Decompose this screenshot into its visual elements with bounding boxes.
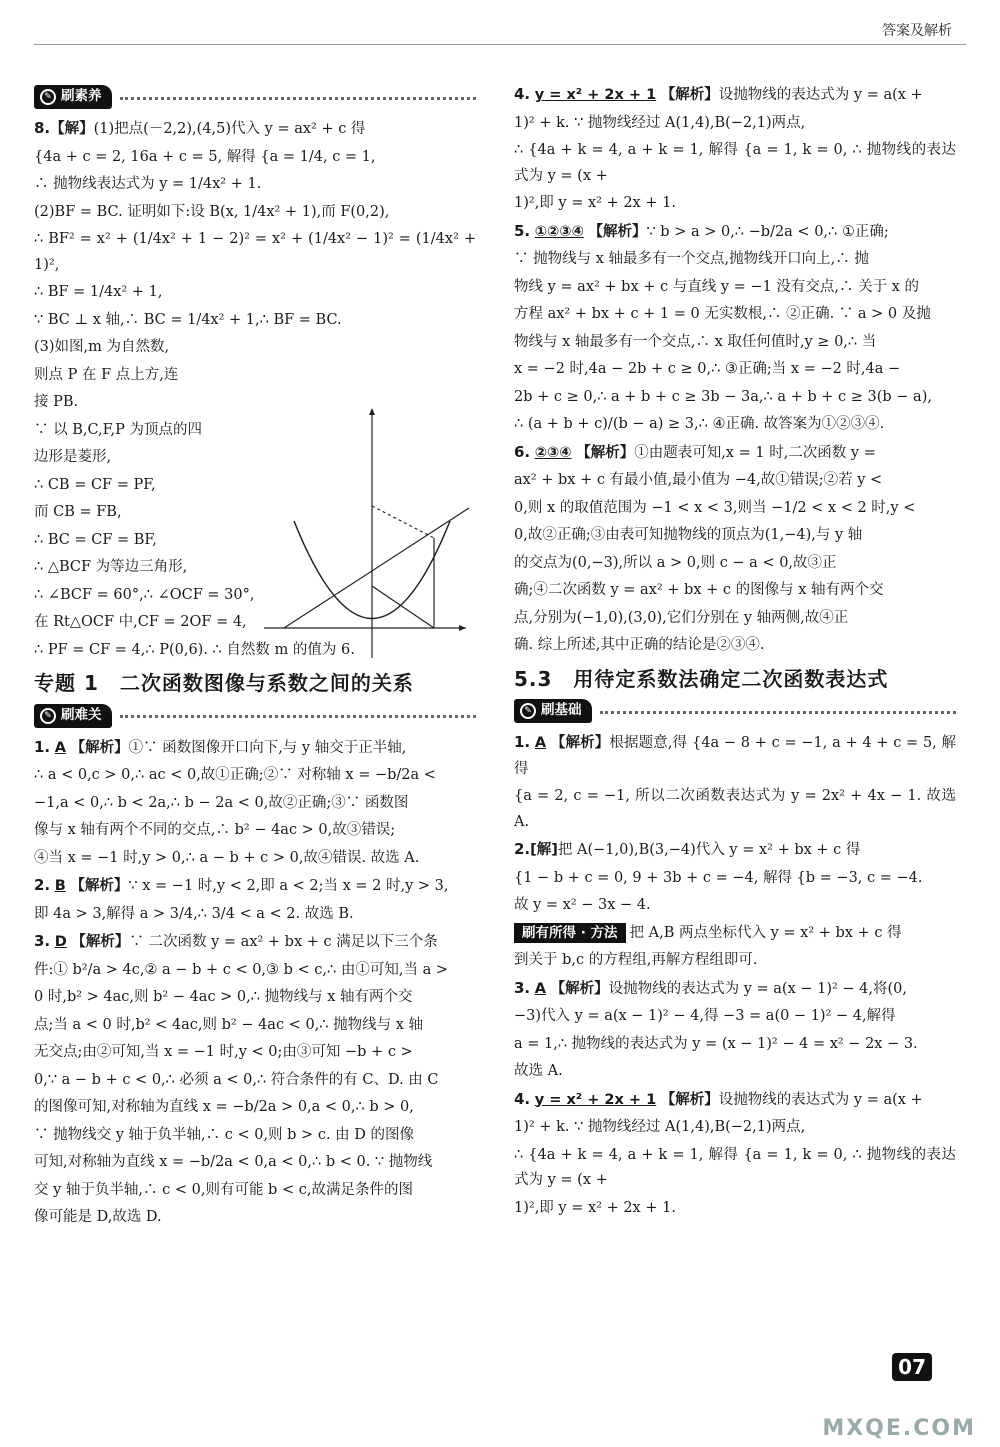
line-ab	[284, 508, 469, 628]
q6-line-6: 确;④二次函数 y = ax² + bx + c 的图像与 x 轴有两个交	[514, 582, 884, 598]
q8-line-16: ∴ △BCF 为等边三角形,	[34, 559, 188, 575]
question-tag: 【解析】	[660, 1091, 719, 1108]
q5-line-7: 2b + c ≥ 0,∴ a + b + c ≥ 3b − 3a,∴ a + b + c ≥ 3(b − a),	[514, 388, 932, 405]
banner-label: 刷基础	[541, 702, 582, 719]
segment-pb	[372, 506, 434, 538]
question-5	[514, 219, 956, 438]
q6-line-4: 0,故②正确;③由表可知抛物线的顶点为(1,−4),与 y 轴	[514, 527, 863, 543]
q4-line-4: 1)²,即 y = x² + 2x + 1.	[514, 195, 676, 211]
b4-line-2: 1)² + k. ∵ 抛物线经过 A(1,4),B(−2,1)两点,	[514, 1119, 806, 1135]
question-number: 2.	[514, 840, 531, 858]
question-2	[34, 873, 476, 927]
question-tag: 【解析】	[660, 87, 719, 103]
basic-question-1	[514, 730, 956, 835]
question-tag: 【解】	[50, 121, 94, 137]
q8-line-17: ∴ ∠BCF = 60°,∴ ∠OCF = 30°,	[34, 586, 255, 603]
q8-line-1: (1)把点(－2,2),(4,5)代入 y = ax² + c 得	[93, 121, 366, 137]
dotted-divider	[120, 97, 477, 100]
q6-line-5: 的交点为(0,−3),所以 a > 0,则 c − a < 0,故③正	[514, 554, 837, 571]
watermark: MXQE.COM	[822, 1416, 976, 1441]
q5-line-5: 物线与 x 轴最多有一个交点,∴ x 取任何值时,y ≥ 0,∴ 当	[514, 333, 877, 350]
q2-line-1: ∵ x = −1 时,y < 2,即 a < 2;当 x = 2 时,y > 3,	[128, 878, 449, 894]
q4-line-1: 设抛物线的表达式为 y = a(x +	[718, 87, 923, 103]
b2-line-1: 把 A(−1,0),B(3,−4)代入 y = x² + bx + c 得	[557, 842, 861, 858]
q6-line-1: ①由题表可知,x = 1 时,二次函数 y =	[634, 444, 876, 461]
question-1	[34, 735, 476, 872]
question-number: 1.	[514, 733, 531, 751]
q1-line-5: ④当 x = −1 时,y > 0,∴ a − b + c > 0,故④错误. 故选 A.	[34, 849, 420, 866]
q3-line-2: 件:① b²/a > 4c,② a − b + c < 0,③ b < c,∴ 由①可知,当 a >	[34, 961, 448, 978]
q3-line-1: ∵ 二次函数 y = ax² + bx + c 满足以下三个条	[129, 934, 438, 950]
question-tag: 【解析】	[550, 735, 610, 751]
b1-line-2: {a = 2, c = −1, 所以二次函数表达式为 y = 2x² + 4x − 1. 故选 A.	[514, 788, 956, 830]
dotted-divider	[600, 711, 957, 714]
answer-choice: y = x² + 2x + 1	[534, 87, 657, 103]
q1-line-4: 像与 x 轴有两个不同的交点,∴ b² − 4ac > 0,故③错误;	[34, 822, 396, 838]
q4-line-2: 1)² + k. ∵ 抛物线经过 A(1,4),B(−2,1)两点,	[514, 114, 806, 131]
question-tag: 【解析】	[70, 878, 129, 894]
q6-line-2: ax² + bx + c 有最小值,最小值为 −4,故①错误;②若 y <	[514, 472, 883, 488]
q8-line-7: ∵ BC ⊥ x 轴,∴ BC = 1/4x² + 1,∴ BF = BC.	[34, 311, 342, 328]
answer-choice: D	[54, 934, 67, 950]
q8-line-3: ∴ 抛物线表达式为 y = 1/4x² + 1.	[34, 176, 262, 192]
q5-line-6: x = −2 时,4a − 2b + c ≥ 0,∴ ③正确;当 x = −2 时,4a −	[514, 361, 901, 377]
method-line-2: 到关于 b,c 的方程组,再解方程组即可.	[514, 952, 758, 968]
question-tag: 【解析】	[71, 934, 130, 950]
question-tag: 【解析】	[550, 980, 609, 997]
q3-line-4: 点;当 a < 0 时,b² < 4ac,则 b² − 4ac < 0,∴ 抛物线与 x 轴	[34, 1016, 424, 1033]
b4-line-3: ∴ {4a + k = 4, a + k = 1, 解得 {a = 1, k = 0, ∴ 抛物线的表达式为 y = (x +	[514, 1146, 956, 1188]
question-6	[514, 440, 956, 659]
q8-line-5: ∴ BF² = x² + (1/4x² + 1 − 2)² = x² + (1/4x² − 1)² = (1/4x² + 1)²,	[34, 231, 476, 273]
method-line-1: 把 A,B 两点坐标代入 y = x² + bx + c 得	[629, 924, 902, 941]
answer-choice: A	[534, 980, 546, 997]
q4-line-3: ∴ {4a + k = 4, a + k = 1, 解得 {a = 1, k = 0, ∴ 抛物线的表达式为 y = (x +	[514, 142, 956, 184]
question-number: 8.	[34, 119, 51, 137]
q8-line-9: 则点 P 在 F 点上方,连	[34, 366, 179, 383]
page-number: 07	[892, 1353, 932, 1381]
question-tag: 【解析】	[70, 739, 129, 756]
b1-line-1: 根据题意,得 {4a − 8 + c = −1, a + 4 + c = 5, 解得	[514, 735, 957, 777]
banner-label: 刷难关	[61, 706, 102, 723]
q3-line-9: 可知,对称轴为直线 x = −b/2a < 0,a < 0,∴ b < 0. ∵ 抛物线	[34, 1154, 433, 1170]
basic-question-3	[514, 976, 956, 1085]
q8-line-8: (3)如图,m 为自然数,	[34, 339, 170, 355]
b2-line-3: 故 y = x² − 3x − 4.	[514, 897, 651, 913]
book-icon: ✎	[520, 703, 536, 719]
method-badge: 刷有所得 · 方法	[514, 923, 626, 943]
banner-shujichu	[514, 698, 956, 724]
question-tag: 【解析】	[576, 444, 635, 461]
question-3	[34, 929, 476, 1231]
b4-line-1: 设抛物线的表达式为 y = a(x +	[718, 1091, 923, 1108]
q3-line-10: 交 y 轴于负半轴,∴ c < 0,则有可能 b < c,故满足条件的图	[34, 1181, 413, 1198]
q3-line-6: 0,∵ a − b + c < 0,∴ 必须 a < 0,∴ 符合条件的有 C、D. 由 C	[34, 1071, 439, 1088]
q5-line-1: ∵ b > a > 0,∴ −b/2a < 0,∴ ①正确;	[646, 223, 889, 240]
question-tag: [解]	[530, 842, 558, 858]
q8-line-11: ∵ 以 B,C,F,P 为顶点的四	[34, 421, 202, 438]
question-number: 1.	[34, 737, 51, 756]
b2-line-2: {1 − b + c = 0, 9 + 3b + c = −4, 解得 {b = −3, c = −4.	[514, 869, 923, 886]
q8-line-4: (2)BF = BC. 证明如下:设 B(x, 1/4x² + 1),而 F(0,2),	[34, 203, 390, 220]
question-tag: 【解析】	[588, 223, 647, 240]
answer-expression: y = x² + 2x + 1	[534, 1091, 657, 1108]
answer-choice: A	[54, 739, 66, 756]
q3-line-5: 无交点;由②可知,当 x = −1 时,y < 0;由③可知 −b + c >	[34, 1044, 413, 1060]
q5-line-8: ∴ (a + b + c)/(b − a) ≥ 3,∴ ④正确. 故答案为①②③④.	[514, 416, 885, 432]
parabola-figure	[254, 396, 476, 666]
q8-line-13: ∴ CB = CF = PF,	[34, 476, 156, 493]
b3-line-2: −3)代入 y = a(x − 1)² − 4,得 −3 = a(0 − 1)² − 4,解得	[514, 1008, 896, 1024]
b4-line-4: 1)²,即 y = x² + 2x + 1.	[514, 1199, 676, 1216]
section-title-5-3: 5.3 用待定系数法确定二次函数表达式	[514, 666, 889, 691]
basic-question-2	[514, 837, 956, 974]
question-number: 4.	[514, 85, 531, 103]
q6-line-3: 0,则 x 的取值范围为 −1 < x < 3,则当 −1/2 < x < 2 时,y <	[514, 499, 916, 516]
question-number: 4.	[514, 1089, 531, 1108]
q1-line-1: ①∵ 函数图像开口向下,与 y 轴交于正半轴,	[128, 739, 407, 756]
question-number: 3.	[34, 932, 51, 950]
page-header: 答案及解析	[882, 23, 952, 39]
x-axis-arrow	[459, 625, 466, 631]
b3-line-1: 设抛物线的表达式为 y = a(x − 1)² − 4,将(0,	[608, 980, 907, 997]
banner-label: 刷素养	[61, 88, 102, 105]
answer-choice: ①②③④	[534, 223, 584, 240]
q1-line-2: ∴ a < 0,c > 0,∴ ac < 0,故①正确;②∵ 对称轴 x = −b/2a <	[34, 767, 436, 783]
basic-question-4	[514, 1087, 956, 1222]
q8-line-14: 而 CB = FB,	[34, 504, 122, 520]
q8-line-19: ∴ PF = CF = 4,∴ P(0,6). ∴ 自然数 m 的值为 6.	[34, 641, 355, 658]
right-column	[514, 82, 956, 1223]
q6-line-8: 确. 综上所述,其中正确的结论是②③④.	[514, 637, 765, 653]
question-4	[514, 82, 956, 217]
answer-choice: B	[54, 878, 66, 894]
book-icon: ✎	[40, 708, 56, 724]
q8-line-12: 边形是菱形,	[34, 449, 112, 465]
segment-fc	[372, 586, 434, 628]
parabola-figure-svg	[254, 396, 476, 666]
q6-line-7: 点,分别为(−1,0),(3,0),它们分别在 y 轴两侧,故④正	[514, 609, 849, 626]
q3-line-7: 的图像可知,对称轴为直线 x = −b/2a > 0,a < 0,∴ b > 0,	[34, 1099, 414, 1115]
banner-shunanguan	[34, 703, 476, 729]
answer-choice: A	[534, 735, 547, 751]
q5-line-3: 物线 y = ax² + bx + c 与直线 y = −1 没有交点,∴ 关于 x 的	[514, 278, 919, 295]
q8-line-10: 接 PB.	[34, 394, 79, 410]
section-title-topic-1: 专题 1 二次函数图像与系数之间的关系	[34, 671, 414, 695]
question-number: 6.	[514, 442, 531, 461]
question-number: 3.	[514, 978, 531, 997]
q3-line-11: 像可能是 D,故选 D.	[34, 1209, 162, 1225]
banner-shusuyang	[34, 84, 476, 110]
question-number: 5.	[514, 221, 531, 240]
dotted-divider	[120, 715, 477, 718]
b3-line-4: 故选 A.	[514, 1063, 563, 1079]
q8-line-15: ∴ BC = CF = BF,	[34, 531, 157, 548]
q3-line-3: 0 时,b² > 4ac,则 b² − 4ac > 0,∴ 抛物线与 x 轴有两个交	[34, 989, 413, 1005]
q3-line-8: ∵ 抛物线交 y 轴于负半轴,∴ c < 0,则 b > c. 由 D 的图像	[34, 1126, 415, 1143]
q8-line-6: ∴ BF = 1/4x² + 1,	[34, 284, 163, 300]
q8-line-2: {4a + c = 2, 16a + c = 5, 解得 {a = 1/4, c = 1,	[34, 148, 376, 165]
q5-line-4: 方程 ax² + bx + c + 1 = 0 无实数根,∴ ②正确. ∵ a > 0 及抛	[514, 306, 931, 322]
header-rule	[34, 44, 966, 45]
b3-line-3: a = 1,∴ 抛物线的表达式为 y = (x − 1)² − 4 = x² − 2x − 3.	[514, 1035, 918, 1052]
q5-line-2: ∵ 抛物线与 x 轴最多有一个交点,抛物线开口向上,∴ 抛	[514, 251, 869, 267]
answer-choice: ②③④	[534, 444, 572, 461]
y-axis-arrow	[369, 408, 375, 415]
q2-line-2: 即 4a > 3,解得 a > 3/4,∴ 3/4 < a < 2. 故选 B.	[34, 905, 354, 922]
book-icon: ✎	[40, 89, 56, 105]
question-number: 2.	[34, 876, 51, 894]
q1-line-3: −1,a < 0,∴ b < 2a,∴ b − 2a < 0,故②正确;③∵ 函数图	[34, 794, 409, 811]
q8-line-18: 在 Rt△OCF 中,CF = 2OF = 4,	[34, 614, 247, 630]
